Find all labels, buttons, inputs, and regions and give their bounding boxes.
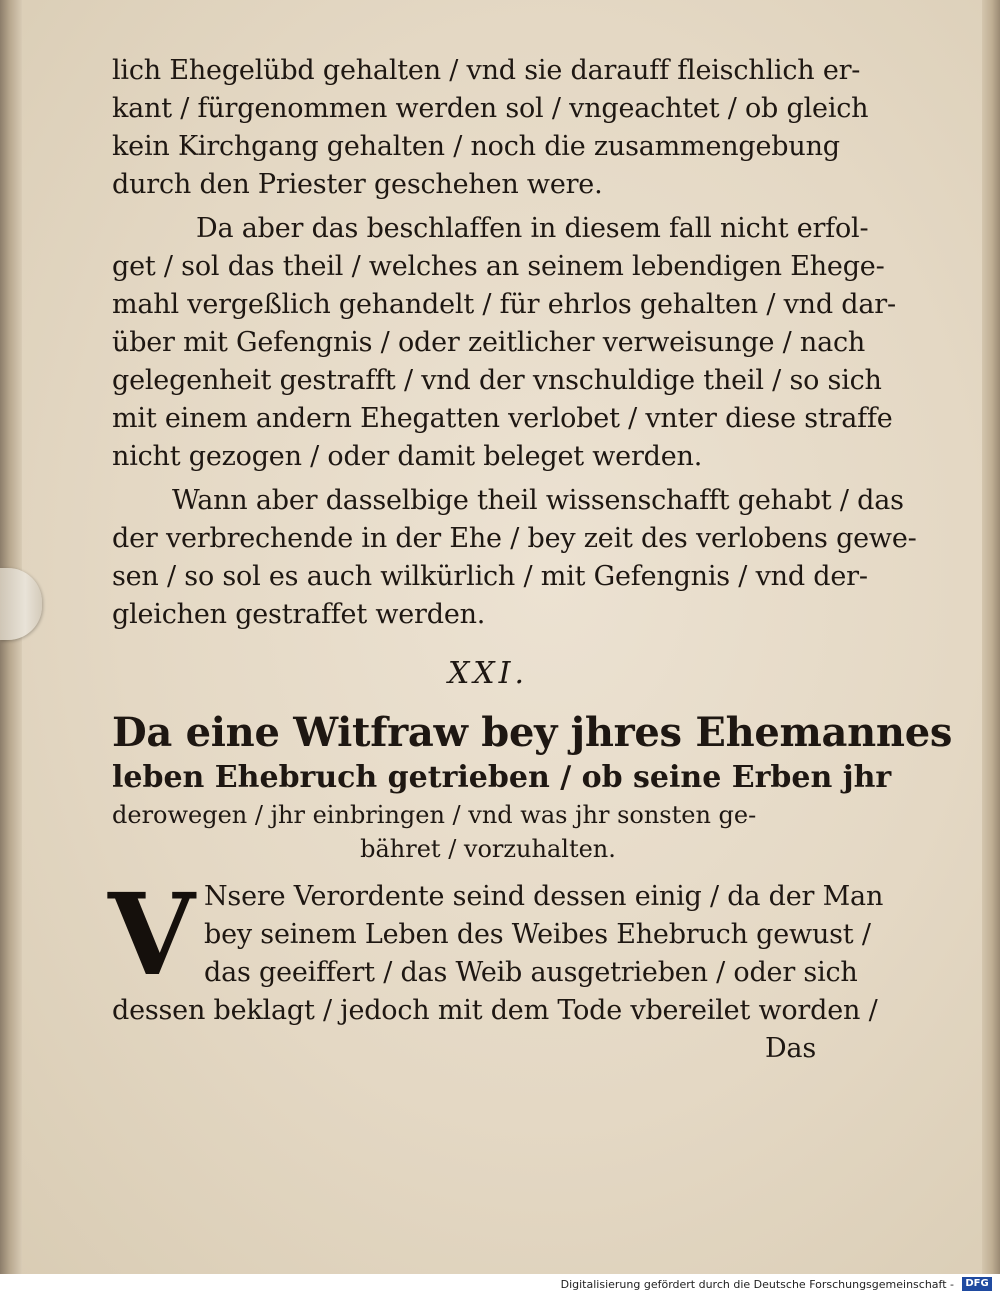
page-edge bbox=[982, 0, 1000, 1274]
text-line: nicht gezogen / oder damit beleget werden. bbox=[112, 441, 703, 472]
text-line: durch den Priester geschehen were. bbox=[112, 169, 603, 200]
text-line: über mit Gefengnis / oder zeitlicher verweisunge / nach bbox=[112, 327, 866, 358]
text-line: kant / fürgenommen werden sol / vngeachtet / ob gleich bbox=[112, 93, 869, 124]
text-line: Wann aber dasselbige theil wissenschafft gehabt / das bbox=[172, 485, 904, 516]
footer-bar bbox=[0, 1274, 1000, 1296]
section-heading bbox=[112, 708, 953, 866]
text-line: mahl vergeßlich gehandelt / für ehrlos gehalten / vnd dar- bbox=[112, 289, 896, 320]
heading-line: bähret / vorzuhalten. bbox=[360, 835, 616, 863]
paragraph-3 bbox=[112, 482, 917, 634]
text-line: get / sol das theil / welches an seinem lebendigen Ehege- bbox=[112, 251, 885, 282]
decorated-initial: V bbox=[108, 870, 195, 1001]
text-line: Da aber das beschlaffen in diesem fall nicht erfol- bbox=[196, 213, 869, 244]
funding-credit: Digitalisierung gefördert durch die Deutsche Forschungsgemeinschaft - bbox=[560, 1278, 954, 1291]
text-line: kein Kirchgang gehalten / noch die zusammengebung bbox=[112, 131, 840, 162]
paragraph-4 bbox=[108, 870, 884, 1068]
text-line: gleichen gestraffet werden. bbox=[112, 599, 486, 630]
catchword: Das bbox=[764, 1033, 816, 1064]
section-numeral: XXI. bbox=[447, 656, 529, 691]
heading-line: derowegen / jhr einbringen / vnd was jhr sonsten ge- bbox=[112, 801, 757, 829]
text-line: der verbrechende in der Ehe / bey zeit des verlobens gewe- bbox=[112, 523, 917, 554]
text-line: gelegenheit gestrafft / vnd der vnschuldige theil / so sich bbox=[112, 365, 882, 396]
paragraph-1 bbox=[112, 52, 869, 204]
heading-line: Da eine Witfraw bey jhres Ehemannes bbox=[112, 709, 953, 756]
text-line: sen / so sol es auch wilkürlich / mit Gefengnis / vnd der- bbox=[112, 561, 868, 592]
text-line: das geeiffert / das Weib ausgetrieben / oder sich bbox=[204, 957, 858, 988]
text-line: dessen beklagt / jedoch mit dem Tode vbereilet worden / bbox=[112, 995, 878, 1026]
text-line: bey seinem Leben des Weibes Ehebruch gewust / bbox=[204, 919, 871, 950]
text-line: lich Ehegelübd gehalten / vnd sie darauff fleischlich er- bbox=[112, 55, 861, 86]
text-line: mit einem andern Ehegatten verlobet / vnter diese straffe bbox=[112, 403, 893, 434]
dfg-logo: DFG bbox=[962, 1277, 992, 1291]
text-line: Nsere Verordente seind dessen einig / da der Man bbox=[204, 881, 884, 912]
paragraph-2 bbox=[112, 210, 896, 476]
heading-line: leben Ehebruch getrieben / ob seine Erben jhr bbox=[112, 760, 892, 795]
page-text bbox=[108, 52, 953, 1068]
